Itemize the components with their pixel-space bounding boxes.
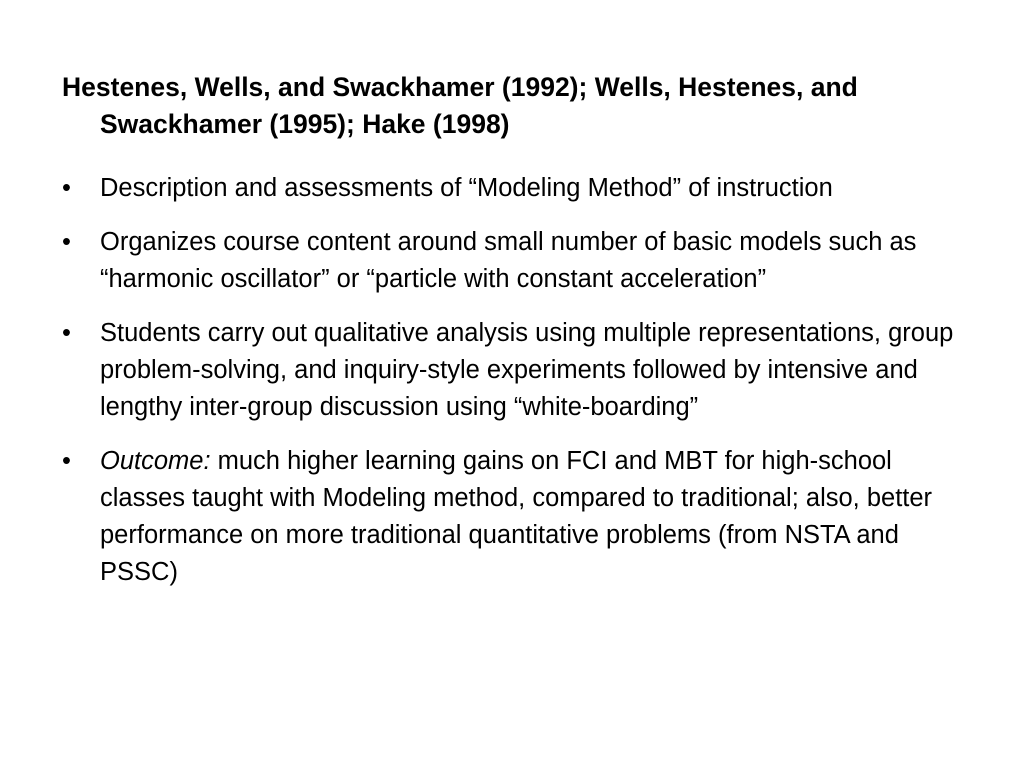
bullet-text: Organizes course content around small number of basic models such as “harmonic oscillator” or “particle with constant acceleration” <box>100 228 917 293</box>
bullet-icon: • <box>62 174 71 202</box>
slide-heading: Hestenes, Wells, and Swackhamer (1992); Wells, Hestenes, and Swackhamer (1995); Hake (1998) <box>62 72 858 139</box>
bullet-text: Description and assessments of “Modeling Method” of instruction <box>100 174 833 202</box>
bullet-item-organizes <box>62 224 962 298</box>
bullet-text: much higher learning gains on FCI and MBT for high-school classes taught with Modeling method, compared to traditional; also, better performance on more traditional quantitative problems (from NSTA and PSSC) <box>100 447 933 586</box>
bullet-icon: • <box>62 228 71 256</box>
bullet-icon: • <box>62 447 71 475</box>
bullet-item-students <box>62 315 962 426</box>
bullet-icon: • <box>62 319 71 347</box>
bullet-item-outcome <box>62 443 962 591</box>
bullet-emphasis: Outcome: <box>100 447 211 475</box>
bullet-item-description <box>62 170 962 207</box>
bullet-list <box>62 170 962 608</box>
bullet-text: Students carry out qualitative analysis using multiple representations, group problem-solving, and inquiry-style experiments followed by intensive and lengthy inter-group discussion using “white-boarding” <box>100 319 954 421</box>
